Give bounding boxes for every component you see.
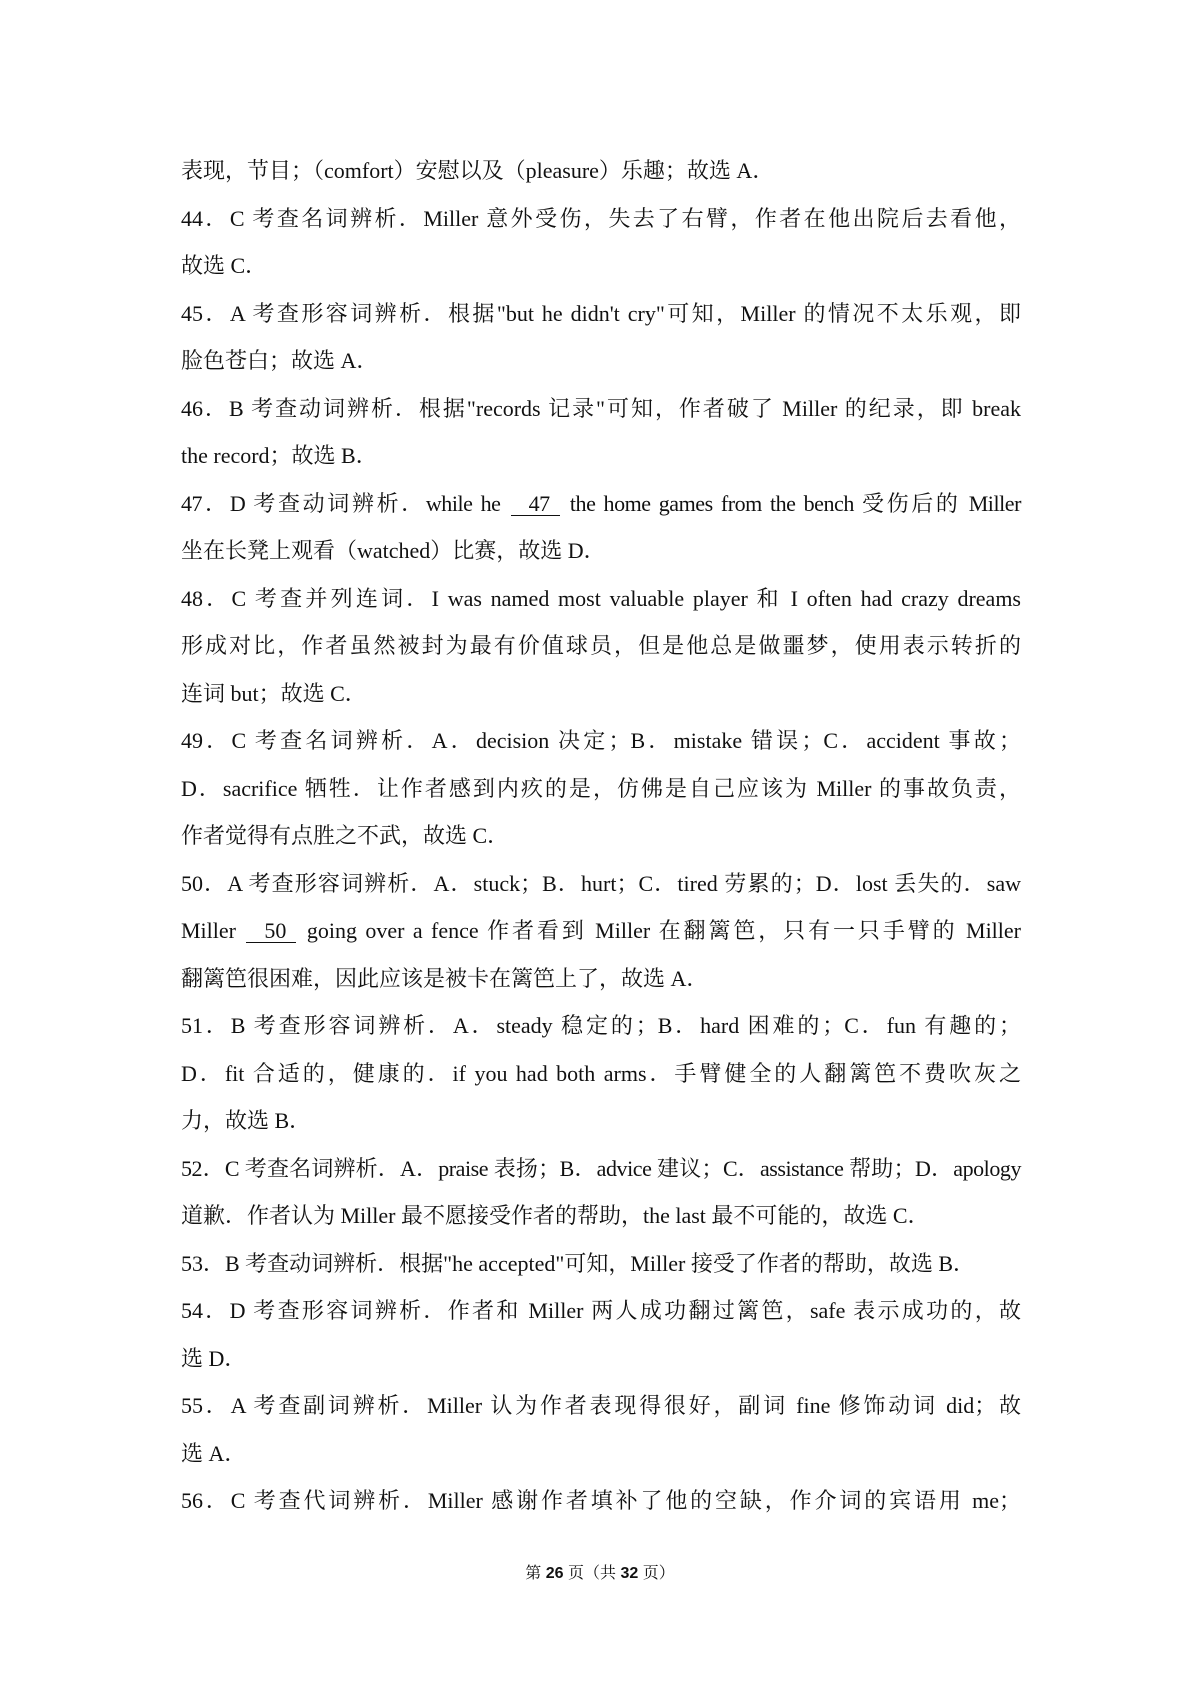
answer-51-line-1: 51．B 考查形容词辨析．A．steady 稳定的；B．hard 困难的；C．fun 有趣的；	[181, 1013, 1021, 1038]
answer-45-line-2: 脸色苍白；故选 A．	[181, 348, 379, 373]
blank-underline	[246, 920, 296, 943]
answer-51-line-3: 力，故选 B．	[181, 1108, 312, 1133]
answer-52-line-2: 道歉．作者认为 Miller 最不愿接受作者的帮助，the last 最不可能的，故选 C．	[181, 1203, 930, 1228]
answer-50-text-after: going over a fence 作者看到 Miller 在翻篱笆，只有一只手臂的 Miller	[306, 918, 1021, 943]
answer-47-line-2: 坐在长凳上观看（watched）比赛，故选 D．	[181, 538, 606, 563]
answer-46-line-2: the record；故选 B．	[181, 443, 378, 468]
blank-underline	[511, 490, 560, 516]
blank-number: 50	[264, 918, 287, 943]
footer-suffix: 页）	[638, 1565, 675, 1582]
answer-51-line-2: D．fit 合适的，健康的．if you had both arms．手臂健全的人翻篱笆不费吹灰之	[181, 1060, 1021, 1086]
footer-middle: 页（共	[563, 1565, 621, 1582]
answer-54-line-1: 54．D 考查形容词辨析．作者和 Miller 两人成功翻过篱笆，safe 表示成功的，故	[181, 1298, 1021, 1323]
answer-55-line-1: 55．A 考查副词辨析．Miller 认为作者表现得很好，副词 fine 修饰动词 did；故	[181, 1393, 1021, 1418]
answer-48-line-1: 48．C 考查并列连词．I was named most valuable player 和 I often had crazy dreams	[181, 585, 1021, 611]
answer-56-line-1: 56．C 考查代词辨析．Miller 感谢作者填补了他的空缺，作介词的宾语用 me；	[181, 1488, 1021, 1513]
answer-explanations	[181, 147, 1021, 1525]
answer-46-line-1: 46．B 考查动词辨析．根据"records 记录"可知，作者破了 Miller 的纪录，即 break	[181, 395, 1021, 421]
answer-55-line-2: 选 A．	[181, 1440, 247, 1466]
answer-45-line-1: 45．A 考查形容词辨析．根据"but he didn't cry"可知，Miller 的情况不太乐观，即	[181, 300, 1021, 326]
page-number-current: 26	[545, 1565, 564, 1582]
answer-49-line-2: D．sacrifice 牺牲．让作者感到内疚的是，仿佛是自己应该为 Miller 的事故负责，	[181, 775, 1021, 801]
answer-50-text-before: Miller	[181, 918, 236, 943]
answer-50-line-2	[181, 907, 1021, 955]
answer-44-line-1: 44．C 考查名词辨析．Miller 意外受伤，失去了右臂，作者在他出院后去看他，	[181, 205, 1021, 231]
answer-44-line-2: 故选 C．	[181, 253, 268, 278]
answer-43-continuation: 表现，节目；（comfort）安慰以及（pleasure）乐趣；故选 A．	[181, 158, 775, 183]
answer-50-line-3: 翻篱笆很困难，因此应该是被卡在篱笆上了，故选 A．	[181, 965, 709, 991]
page-footer	[0, 1562, 1200, 1586]
answer-47-line-1	[181, 480, 1021, 528]
footer-prefix: 第	[525, 1565, 546, 1582]
answer-49-line-1: 49．C 考查名词辨析．A．decision 决定；B．mistake 错误；C．accident 事故；	[181, 728, 1021, 753]
answer-48-line-3: 连词 but；故选 C．	[181, 680, 367, 706]
answer-50-line-1: 50．A 考查形容词辨析．A．stuck；B．hurt；C．tired 劳累的；D．lost 丢失的．saw	[181, 870, 1021, 896]
page-number-total: 32	[620, 1565, 639, 1582]
blank-number: 47	[528, 490, 550, 516]
answer-47-text-after: the home games from the bench 受伤后的 Miller	[569, 490, 1021, 516]
answer-48-line-2: 形成对比，作者虽然被封为最有价值球员，但是他总是做噩梦，使用表示转折的	[181, 633, 1021, 658]
answer-47-text-before: 47．D 考查动词辨析．while he	[181, 490, 501, 516]
answer-49-line-3: 作者觉得有点胜之不武，故选 C．	[181, 823, 510, 848]
answer-54-line-2: 选 D．	[181, 1345, 247, 1371]
answer-53-line-1: 53．B 考查动词辨析．根据"he accepted"可知，Miller 接受了作者的帮助，故选 B．	[181, 1250, 975, 1276]
answer-52-line-1: 52．C 考查名词辨析．A．praise 表扬；B．advice 建议；C．assistance 帮助；D．apology	[181, 1155, 1021, 1181]
